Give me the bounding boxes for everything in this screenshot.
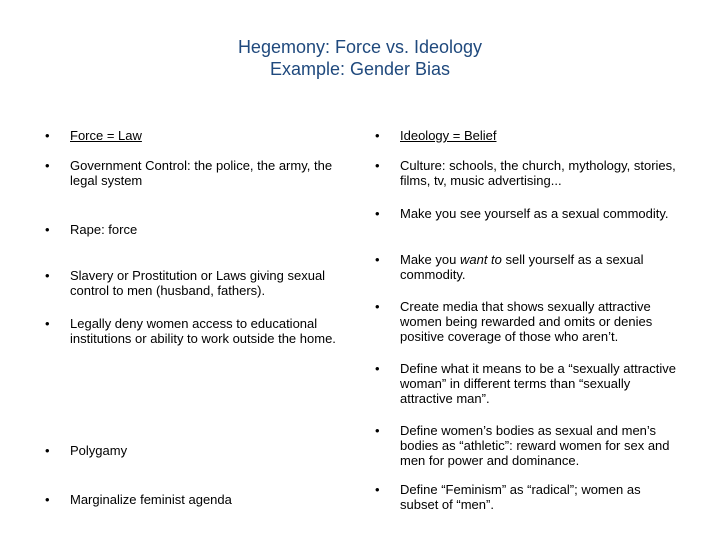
list-item-text: Slavery or Prostitution or Laws giving sexual control to men (husband, fathers). bbox=[70, 268, 326, 298]
list-item bbox=[375, 423, 680, 468]
list-item bbox=[45, 316, 350, 346]
bullet: • bbox=[375, 252, 380, 267]
list-item-text: Define women’s bodies as sexual and men’s bodies as “athletic”: reward women for sex and men for power and dominance. bbox=[400, 423, 670, 468]
right-heading: Ideology = Belief bbox=[400, 128, 497, 143]
bullet: • bbox=[375, 299, 380, 314]
bullet: • bbox=[375, 361, 380, 376]
list-item-text: Marginalize feminist agenda bbox=[70, 492, 232, 507]
list-item bbox=[45, 492, 350, 507]
list-item-text: Define “Feminism” as “radical”; women as subset of “men”. bbox=[400, 482, 641, 512]
list-item bbox=[45, 443, 350, 458]
list-item-text: Create media that shows sexually attractive women being rewarded and omits or denies positive coverage of those who aren’t. bbox=[400, 299, 653, 344]
list-item-text: Legally deny women access to educational institutions or ability to work outside the home. bbox=[70, 316, 336, 346]
bullet: • bbox=[375, 158, 380, 173]
list-item bbox=[375, 128, 680, 143]
list-item-text: Government Control: the police, the army, the legal system bbox=[70, 158, 333, 188]
title-line-1: Hegemony: Force vs. Ideology bbox=[237, 37, 483, 57]
list-item bbox=[45, 128, 350, 143]
bullet: • bbox=[45, 268, 50, 283]
bullet: • bbox=[375, 482, 380, 497]
list-item bbox=[375, 361, 680, 406]
text-part: sell yourself as a sexual commodity. bbox=[400, 252, 644, 282]
list-item bbox=[375, 299, 680, 344]
bullet: • bbox=[375, 206, 380, 221]
bullet: • bbox=[45, 128, 50, 143]
list-item-text: Rape: force bbox=[70, 222, 138, 237]
list-item-text: Polygamy bbox=[70, 443, 128, 458]
list-item bbox=[45, 268, 350, 298]
list-item bbox=[375, 158, 680, 188]
title-line-2: Example: Gender Bias bbox=[269, 59, 451, 79]
bullet: • bbox=[45, 222, 50, 237]
list-item-text: Culture: schools, the church, mythology, stories, films, tv, music advertising... bbox=[400, 158, 676, 188]
bullet: • bbox=[375, 128, 380, 143]
slide-title bbox=[0, 36, 720, 80]
list-item bbox=[45, 222, 350, 237]
emphasis-text: want to bbox=[459, 252, 502, 267]
list-item bbox=[375, 482, 680, 512]
bullet: • bbox=[45, 492, 50, 507]
bullet: • bbox=[45, 443, 50, 458]
left-heading: Force = Law bbox=[70, 128, 142, 143]
list-item bbox=[375, 206, 680, 221]
bullet: • bbox=[375, 423, 380, 438]
list-item-text: Define what it means to be a “sexually attractive woman” in different terms than “sexually attractive man”. bbox=[400, 361, 677, 406]
list-item bbox=[375, 252, 680, 282]
list-item-text bbox=[400, 252, 680, 282]
text-part: Make you bbox=[400, 252, 460, 267]
bullet: • bbox=[45, 316, 50, 331]
list-item bbox=[45, 158, 350, 188]
bullet: • bbox=[45, 158, 50, 173]
list-item-text: Make you see yourself as a sexual commodity. bbox=[400, 206, 669, 221]
